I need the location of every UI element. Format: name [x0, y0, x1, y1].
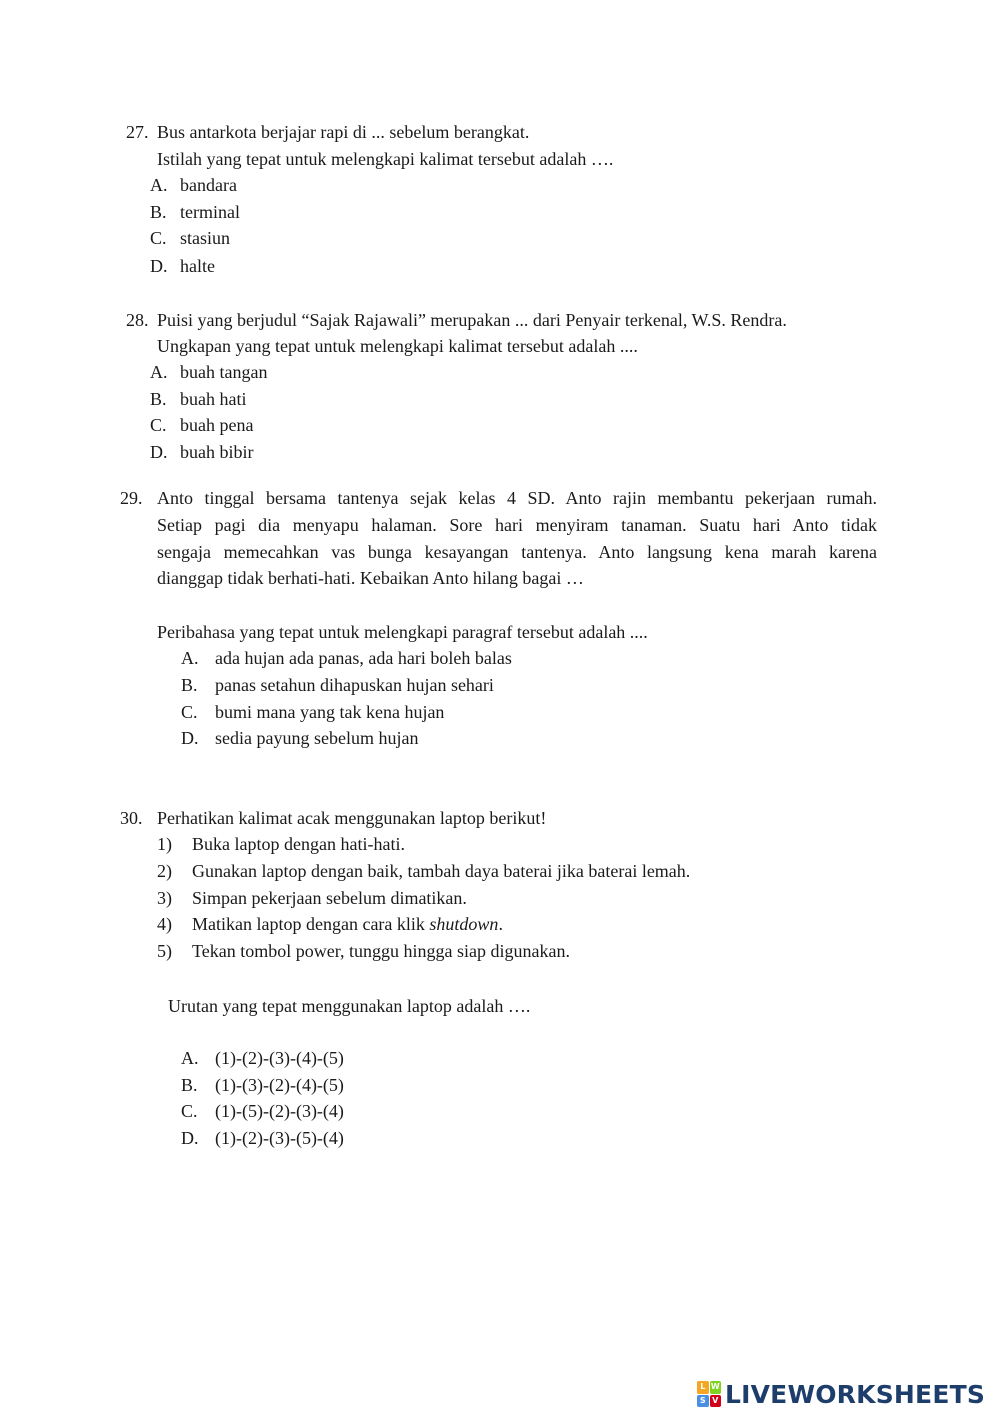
- q30-option-d: (1)-(2)-(3)-(5)-(4): [215, 1128, 344, 1148]
- q29-option-d-letter: D.: [181, 728, 199, 748]
- q29-option-a: ada hujan ada panas, ada hari boleh balas: [215, 648, 512, 668]
- q30-option-a: (1)-(2)-(3)-(4)-(5): [215, 1048, 344, 1068]
- q28-option-d-letter: D.: [150, 442, 168, 462]
- q29-prompt: Peribahasa yang tepat untuk melengkapi paragraf tersebut adalah ....: [157, 622, 648, 642]
- q27-option-d: halte: [180, 256, 215, 276]
- q29-paragraph-line-4: dianggap tidak berhati-hati. Kebaikan Anto hilang bagai …: [157, 568, 584, 588]
- q30-step-3: Simpan pekerjaan sebelum dimatikan.: [192, 888, 467, 908]
- q30-option-c: (1)-(5)-(2)-(3)-(4): [215, 1101, 344, 1121]
- q30-step-4-text: Matikan laptop dengan cara klik: [192, 914, 430, 934]
- q27-option-b: terminal: [180, 202, 240, 222]
- q27-option-b-letter: B.: [150, 202, 167, 222]
- q30-step-4-after: .: [498, 914, 503, 934]
- liveworksheets-logo-icon: [697, 1381, 721, 1407]
- q30-number: 30.: [120, 808, 143, 828]
- q28-option-b-letter: B.: [150, 389, 167, 409]
- q27-option-c: stasiun: [180, 228, 231, 248]
- q29-number: 29.: [120, 488, 143, 508]
- liveworksheets-watermark: [697, 1379, 985, 1409]
- q30-step-5: Tekan tombol power, tunggu hingga siap digunakan.: [192, 941, 570, 961]
- q30-stem: Perhatikan kalimat acak menggunakan laptop berikut!: [157, 808, 547, 828]
- q28-option-b: buah hati: [180, 389, 247, 409]
- q28-option-a: buah tangan: [180, 362, 268, 382]
- q30-step-2: Gunakan laptop dengan baik, tambah daya baterai jika baterai lemah.: [192, 861, 691, 881]
- q30-step-2-num: 2): [157, 861, 172, 881]
- q29-option-b-letter: B.: [181, 675, 198, 695]
- q28-prompt: Ungkapan yang tepat untuk melengkapi kalimat tersebut adalah ....: [157, 336, 638, 356]
- logo-tile-4: V: [710, 1395, 722, 1408]
- q30-prompt: Urutan yang tepat menggunakan laptop adalah ….: [168, 996, 531, 1016]
- q29-option-b: panas setahun dihapuskan hujan sehari: [215, 675, 494, 695]
- q30-step-3-num: 3): [157, 888, 172, 908]
- q29-option-c-letter: C.: [181, 702, 198, 722]
- q27-option-a-letter: A.: [150, 175, 168, 195]
- q30-option-a-letter: A.: [181, 1048, 199, 1068]
- q30-step-4-italic: shutdown: [429, 914, 499, 934]
- q27-option-a: bandara: [180, 175, 237, 195]
- q30-step-1-num: 1): [157, 834, 172, 854]
- q29-option-c: bumi mana yang tak kena hujan: [215, 702, 445, 722]
- q27-option-c-letter: C.: [150, 228, 167, 248]
- q30-step-1: Buka laptop dengan hati-hati.: [192, 834, 405, 854]
- q27-option-d-letter: D.: [150, 256, 168, 276]
- q28-option-a-letter: A.: [150, 362, 168, 382]
- q30-option-b-letter: B.: [181, 1075, 198, 1095]
- q30-step-5-num: 5): [157, 941, 172, 961]
- q28-option-c: buah pena: [180, 415, 254, 435]
- logo-tile-3: S: [697, 1395, 709, 1408]
- logo-tile-1: L: [697, 1381, 709, 1394]
- q30-option-b: (1)-(3)-(2)-(4)-(5): [215, 1075, 344, 1095]
- q30-step-4-num: 4): [157, 914, 172, 934]
- q29-option-a-letter: A.: [181, 648, 199, 668]
- q28-option-c-letter: C.: [150, 415, 167, 435]
- q30-option-c-letter: C.: [181, 1101, 198, 1121]
- q27-stem: Bus antarkota berjajar rapi di ... sebelum berangkat.: [157, 122, 530, 142]
- q27-number: 27.: [126, 122, 149, 142]
- q30-step-4: [192, 913, 503, 935]
- q27-prompt: Istilah yang tepat untuk melengkapi kalimat tersebut adalah ….: [157, 149, 614, 169]
- q29-option-d: sedia payung sebelum hujan: [215, 728, 419, 748]
- q28-option-d: buah bibir: [180, 442, 254, 462]
- logo-tile-2: W: [710, 1381, 722, 1394]
- q28-stem: Puisi yang berjudul “Sajak Rajawali” merupakan ... dari Penyair terkenal, W.S. Rendra.: [157, 310, 787, 330]
- watermark-text: LIVEWORKSHEETS: [725, 1379, 986, 1409]
- q29-paragraph-line-3: sengaja memecahkan vas bunga kesayangan tantenya. Anto langsung kena marah karena: [157, 542, 877, 562]
- q29-paragraph-line-2: Setiap pagi dia menyapu halaman. Sore hari menyiram tanaman. Suatu hari Anto tidak: [157, 515, 877, 535]
- q29-paragraph-line-1: Anto tinggal bersama tantenya sejak kelas 4 SD. Anto rajin membantu pekerjaan rumah.: [157, 488, 877, 508]
- q28-number: 28.: [126, 310, 149, 330]
- q30-option-d-letter: D.: [181, 1128, 199, 1148]
